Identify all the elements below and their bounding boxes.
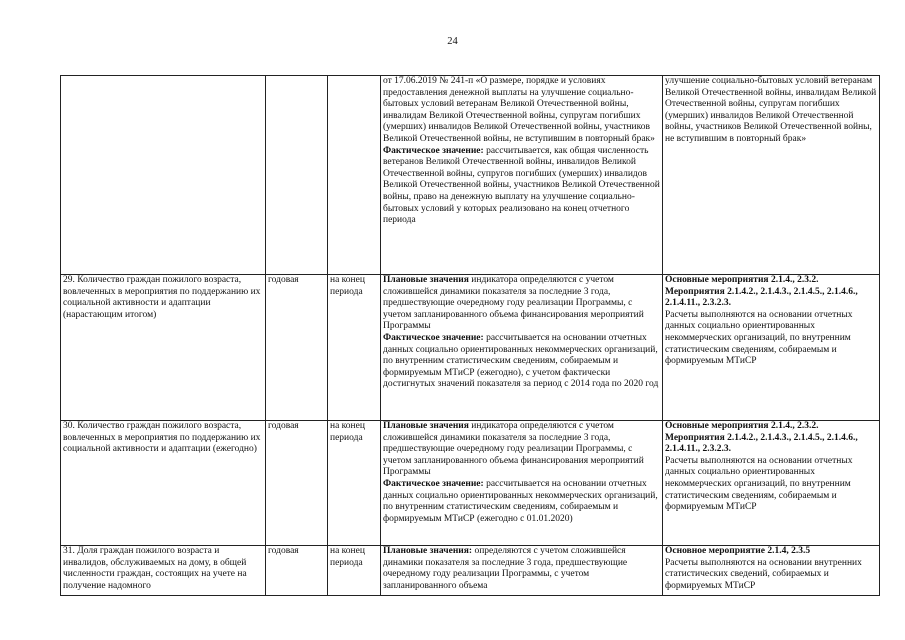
bold-label: Основные мероприятия 2.1.4., 2.3.2. Мероприятия 2.1.4.2., 2.1.4.3., 2.1.4.5., 2.1.4.6., 2.1.4.11., 2.3.2.3. (665, 275, 858, 309)
bold-label: Основное мероприятие 2.1.4, 2.3.5 (665, 546, 811, 556)
paragraph (383, 275, 660, 333)
method-cell (381, 76, 663, 275)
period-text: на конец периода (330, 275, 365, 297)
frequency-text: годовая (268, 275, 299, 285)
paragraph-text: Расчеты выполняются на основании внутренних статистических сведений, собираемых и формируемых МТиСР (665, 557, 862, 591)
indicator-name-text: 29. Количество граждан пожилого возраста, вовлеченных в мероприятия по поддержанию их социальной активности и адаптации (нарастающим итогом) (63, 275, 261, 320)
paragraph-text: Расчеты выполняются на основании отчетных данных социально ориентированных некоммерческих организаций, по внутренним статистическим сведениям, собираемым и формируемым МТиСР (665, 455, 853, 513)
paragraph (383, 333, 660, 391)
source-cell (663, 76, 880, 275)
source-cell (663, 421, 880, 546)
paragraph-text: определяются с учетом сложившейся динамики показателя за последние 3 года, предшествующие очередному году реализации Программы, с учетом запланированного объема (383, 546, 628, 591)
indicator-name-text: 30. Количество граждан пожилого возраста, вовлеченных в мероприятия по поддержанию их социальной активности и адаптации (ежегодно) (63, 421, 261, 455)
paragraph (665, 310, 877, 368)
frequency-cell (266, 421, 328, 546)
paragraph-text: Расчеты выполняются на основании отчетных данных социально ориентированных некоммерческих организаций, по внутренним статистическим сведениям, собираемым и формируемым МТиСР (665, 309, 853, 367)
period-cell (328, 546, 381, 596)
period-text: на конец периода (330, 546, 365, 568)
table-row (61, 421, 880, 546)
bold-label: Фактическое значение: (383, 145, 487, 156)
paragraph (383, 546, 660, 592)
paragraph-text: рассчитывается на основании отчетных данных социально ориентированных некоммерческих организаций, по внутренним статистическим сведениям, собираемым и формируемым МТиСР (ежегодно), с учетом фактически достигнутых значений показателя за период с 2014 года по 2020 год (383, 332, 659, 390)
bold-label: Основные мероприятия 2.1.4., 2.3.2. Мероприятия 2.1.4.2., 2.1.4.3., 2.1.4.5., 2.1.4.6., 2.1.4.11., 2.3.2.3. (665, 421, 858, 455)
table-row (61, 275, 880, 421)
bold-label: Плановые значения (383, 275, 472, 285)
paragraph (383, 479, 660, 525)
paragraph-text: индикатора определяются с учетом сложившейся динамики показателя за последние 3 года, предшествующие очередному году реализации Программы, с учетом запланированного объема финансирования мероприятий Программы (383, 275, 644, 332)
period-cell (328, 421, 381, 546)
frequency-text: годовая (268, 421, 299, 431)
paragraph-text: от 17.06.2019 № 241-п «О размере, порядке и условиях предоставления денежной выплаты на улучшение социально-бытовых условий ветеранам Великой Отечественной войны, инвалидам Великой Отечественной войны, супругам погибших (умерших) инвалидов Великой Отечественной войны, участников Великой Отечественной войны, не вступившим в повторный брак» (383, 76, 655, 144)
paragraph-text: индикатора определяются с учетом сложившейся динамики показателя за последние 3 года, предшествующие очередному году реализации Программы, с учетом запланированного объема финансирования мероприятий Программы (383, 421, 644, 478)
paragraph (665, 456, 877, 514)
frequency-cell (266, 275, 328, 421)
bold-label: Плановые значения (383, 421, 472, 431)
indicator-name-cell (61, 421, 266, 546)
period-cell (328, 275, 381, 421)
source-cell (663, 275, 880, 421)
indicator-name-cell (61, 76, 266, 275)
indicator-name-cell (61, 546, 266, 596)
table-row (61, 546, 880, 596)
table-row (61, 76, 880, 275)
paragraph (665, 558, 877, 593)
paragraph-text: улучшение социально-бытовых условий ветеранам Великой Отечественной войны, инвалидам Великой Отечественной войны, супругам погибших (умерших) инвалидов Великой Отечественной войны, участников Великой Отечественной войны, не вступившим в повторный брак» (665, 76, 877, 144)
paragraph (383, 76, 660, 146)
paragraph (665, 275, 877, 310)
frequency-cell (266, 546, 328, 596)
paragraph (383, 421, 660, 479)
bold-label: Фактическое значение: (383, 478, 487, 489)
frequency-cell (266, 76, 328, 275)
paragraph-text: рассчитывается на основании отчетных данных социально ориентированных некоммерческих организаций, по внутренним статистическим сведениям, собираемым и формируемым МТиСР (ежегодно с 01.01.2020) (383, 478, 658, 524)
paragraph-text: рассчитывается, как общая численность ветеранов Великой Отечественной войны, инвалидов Великой Отечественной войны, супругов погибших (умерших) инвалидов Великой Отечественной войны, участников Великой Отечественной войны, право на денежную выплату на улучшение социально-бытовых условий у которых реализовано на конец отчетного периода (383, 145, 660, 226)
paragraph (665, 76, 877, 146)
source-cell (663, 546, 880, 596)
method-cell (381, 421, 663, 546)
bold-label: Фактическое значение: (383, 332, 487, 343)
indicator-name-text: 31. Доля граждан пожилого возраста и инвалидов, обслуживаемых на дому, в общей численности граждан, состоящих на учете на получение надомного (63, 546, 247, 591)
bold-label: Плановые значения: (383, 546, 475, 556)
frequency-text: годовая (268, 546, 299, 556)
paragraph (383, 146, 660, 227)
paragraph (665, 421, 877, 456)
page-number: 24 (447, 36, 458, 47)
indicators-table (60, 75, 880, 596)
period-text: на конец периода (330, 421, 365, 443)
paragraph (665, 546, 877, 558)
method-cell (381, 546, 663, 596)
method-cell (381, 275, 663, 421)
indicator-name-cell (61, 275, 266, 421)
period-cell (328, 76, 381, 275)
